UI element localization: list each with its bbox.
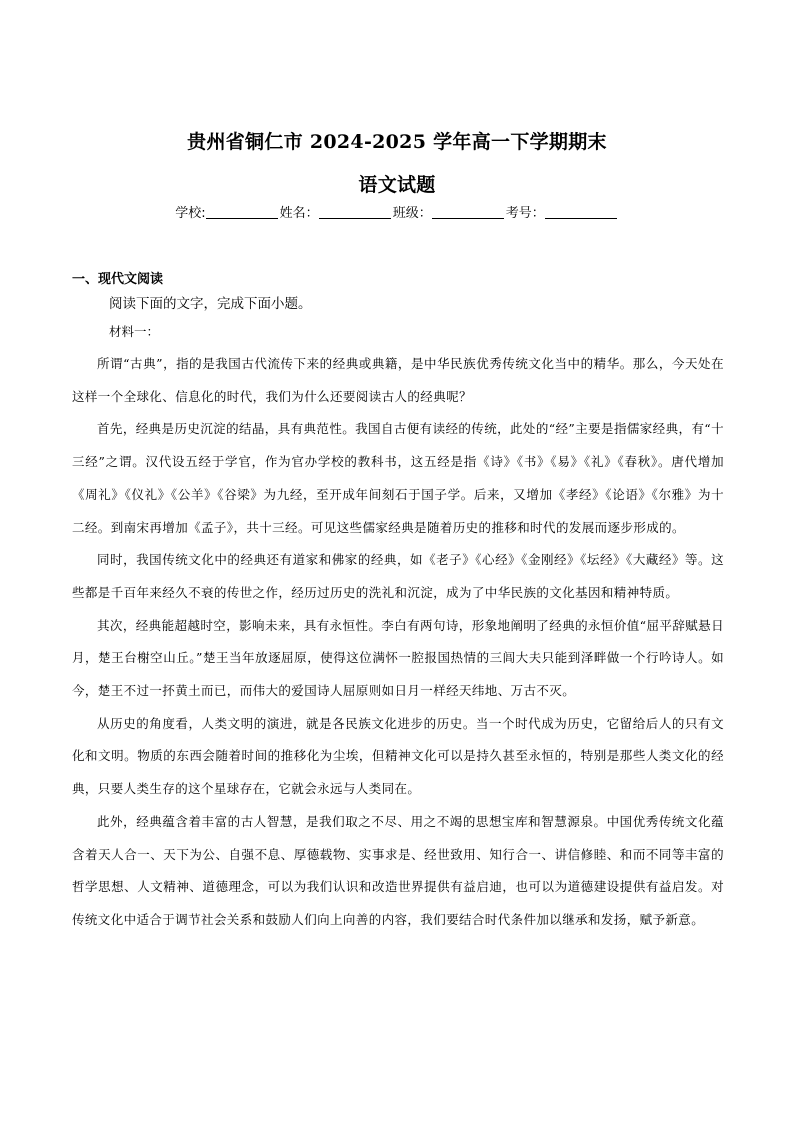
page-title: 贵州省铜仁市 2024-2025 学年高一下学期期末 bbox=[187, 131, 607, 153]
paragraph: 从历史的角度看，人类文明的演进，就是各民族文化进步的历史。当一个时代成为历史，它留给后人的只有文化和文明。物质的东西会随着时间的推移化为尘埃，但精神文化可以是持久甚至永恒的，特别是那些人类文化的经典，只要人类生存的这个星球存在，它就会永远与人类同在。 bbox=[72, 715, 724, 797]
number-blank[interactable] bbox=[545, 206, 617, 219]
paragraph: 此外，经典蕴含着丰富的古人智慧，是我们取之不尽、用之不竭的思想宝库和智慧源泉。中国优秀传统文化蕴含着天人合一、天下为公、自强不息、厚德载物、实事求是、经世致用、知行合一、讲信修睦、和而不同等丰富的哲学思想、人文精神、道德理念，可以为我们认识和改造世界提供有益启迪，也可以为道德建设提供有益启发。对传统文化中适合于调节社会关系和鼓励人们向上向善的内容，我们要结合时代条件加以继承和发扬，赋予新意。 bbox=[72, 813, 724, 927]
class-label: 班级： bbox=[392, 206, 432, 221]
number-label: 考号： bbox=[505, 206, 545, 221]
name-label: 姓名： bbox=[279, 206, 319, 221]
instruction-text: 阅读下面的文字，完成下面小题。 bbox=[109, 296, 312, 312]
page-subtitle: 语文试题 bbox=[358, 174, 436, 196]
class-blank[interactable] bbox=[432, 206, 504, 219]
paragraph: 所谓“古典”，指的是我国古代流传下来的经典或典籍，是中华民族优秀传统文化当中的精华。那么，今天处在这样一个全球化、信息化的时代，我们为什么还要阅读古人的经典呢？ bbox=[72, 356, 724, 404]
name-blank[interactable] bbox=[319, 206, 391, 219]
reading-passage bbox=[72, 348, 724, 937]
section-heading: 一、现代文阅读 bbox=[72, 272, 164, 287]
student-info-line bbox=[0, 202, 794, 221]
material-label: 材料一： bbox=[109, 324, 160, 339]
paragraph: 同时，我国传统文化中的经典还有道家和佛家的经典，如《老子》《心经》《金刚经》《坛经》《大藏经》等。这些都是千百年来经久不衰的传世之作，经历过历史的洗礼和沉淀，成为了中华民族的文化基因和精神特质。 bbox=[72, 552, 724, 600]
school-blank[interactable] bbox=[206, 206, 278, 219]
school-label: 学校: bbox=[175, 206, 206, 221]
paragraph: 首先，经典是历史沉淀的结晶，具有典范性。我国自古便有读经的传统，此处的“经”主要是指儒家经典，有“十三经”之谓。汉代设五经于学官，作为官办学校的教科书，这五经是指《诗》《书》《易》《礼》《春秋》。唐代增加《周礼》《仪礼》《公羊》《谷梁》为九经，至开成年间刻石于国子学。后来，又增加《孝经》《论语》《尔雅》为十二经。到南宋再增加《孟子》，共十三经。可见这些儒家经典是随着历史的推移和时代的发展而逐步形成的。 bbox=[72, 421, 724, 535]
paragraph: 其次，经典能超越时空，影响未来，具有永恒性。李白有两句诗，形象地阐明了经典的永恒价值“屈平辞赋悬日月，楚王台榭空山丘。”楚王当年放逐屈原，使得这位满怀一腔报国热情的三闾大夫只能到泽畔做一个行吟诗人。如今，楚王不过一抔黄土而已，而伟大的爱国诗人屈原则如日月一样经天纬地、万古不灭。 bbox=[72, 617, 724, 699]
